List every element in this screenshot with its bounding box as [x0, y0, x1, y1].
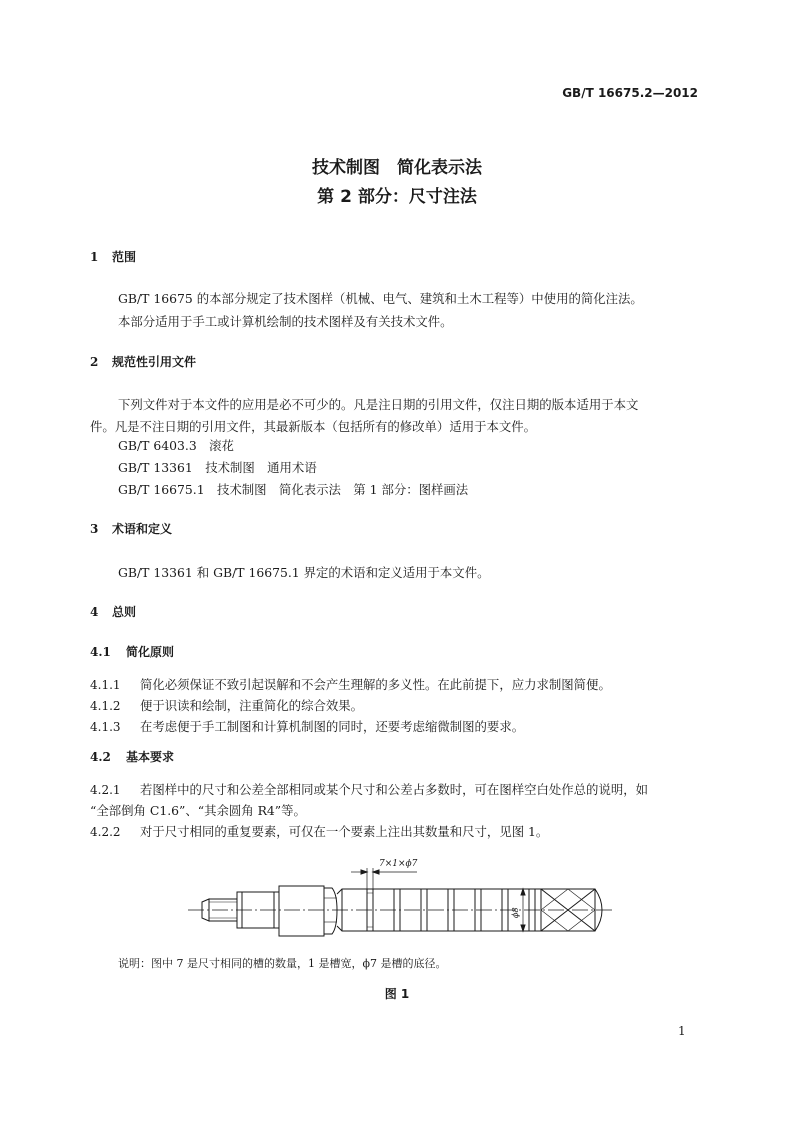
clause-text: 在考虑便于手工制图和计算机制图的同时，还要考虑缩微制图的要求。 — [140, 719, 525, 734]
section-3-heading — [90, 520, 172, 537]
section-number: 2 — [90, 355, 99, 369]
clause-4-2-1-line-2: “全部倒角 C1.6”、“其余圆角 R4”等。 — [90, 803, 306, 818]
figure-label: 图 1 — [384, 987, 410, 1001]
clause-text: 对于尺寸相同的重复要素，可仅在一个要素上注出其数量和尺寸，见图 1。 — [140, 824, 549, 839]
clause-4-1-3 — [90, 717, 524, 735]
section-title: 规范性引用文件 — [112, 355, 197, 369]
diameter-label: ϕ8 — [511, 907, 520, 918]
document-code: GB/T 16675.2—2012 — [562, 86, 698, 100]
section-title: 基本要求 — [126, 750, 175, 764]
clause-4-1-1 — [90, 675, 611, 693]
main-body — [279, 886, 324, 936]
clause-4-2-1-line-1 — [90, 780, 648, 798]
figure-caption: 说明：图中 7 是尺寸相同的槽的数量，1 是槽宽，ϕ7 是槽的底径。 — [118, 957, 447, 970]
section-4-2-heading — [90, 748, 174, 765]
clause-text: 便于识读和绘制，注重简化的综合效果。 — [140, 698, 364, 713]
section-4-1-heading — [90, 643, 174, 660]
clause-number: 4.1.2 — [90, 699, 121, 713]
references-paragraph-line-2: 件。凡是不注日期的引用文件，其最新版本（包括所有的修改单）适用于本文件。 — [90, 419, 537, 434]
page-number: 1 — [678, 1024, 686, 1038]
section-2-heading — [90, 353, 196, 370]
clause-4-2-2 — [90, 822, 548, 840]
clause-4-1-2 — [90, 696, 363, 714]
clause-number: 4.2.1 — [90, 783, 121, 797]
section-number: 4.2 — [90, 750, 111, 764]
section-1-heading — [90, 248, 136, 265]
groove-dimension-label: 7×1×ϕ7 — [379, 859, 418, 869]
terms-paragraph: GB/T 13361 和 GB/T 16675.1 界定的术语和定义适用于本文件。 — [118, 565, 490, 580]
scope-paragraph-2: 本部分适用于手工或计算机绘制的技术图样及有关技术文件。 — [118, 314, 453, 329]
clause-number: 4.1.3 — [90, 720, 121, 734]
section-title: 总则 — [112, 605, 137, 619]
section-number: 4.1 — [90, 645, 111, 659]
section-4-heading — [90, 603, 136, 620]
document-title: 技术制图 简化表示法 — [312, 158, 482, 178]
figure-1-shaft-drawing — [185, 852, 615, 947]
document-subtitle: 第 2 部分：尺寸注法 — [317, 187, 477, 207]
clause-text: 若图样中的尺寸和公差全部相同或某个尺寸和公差占多数时，可在图样空白处作总的说明，如 — [140, 782, 649, 797]
section-title: 范围 — [112, 250, 137, 264]
hex-step — [324, 888, 337, 934]
section-title: 术语和定义 — [112, 522, 173, 536]
section-number: 4 — [90, 605, 99, 619]
reference-item: GB/T 16675.1 技术制图 简化表示法 第 1 部分：图样画法 — [118, 482, 469, 497]
reference-item: GB/T 6403.3 滚花 — [118, 438, 234, 453]
clause-text: 简化必须保证不致引起误解和不会产生理解的多义性。在此前提下，应力求制图简便。 — [140, 677, 611, 692]
clause-number: 4.2.2 — [90, 825, 121, 839]
section-number: 3 — [90, 522, 99, 536]
section-number: 1 — [90, 250, 99, 264]
scope-paragraph-1: GB/T 16675 的本部分规定了技术图样（机械、电气、建筑和土木工程等）中使用的简化注法。 — [118, 291, 643, 306]
section-title: 简化原则 — [126, 645, 175, 659]
references-paragraph-line-1: 下列文件对于本文件的应用是必不可少的。凡是注日期的引用文件，仅注日期的版本适用于本文 — [118, 397, 639, 412]
reference-item: GB/T 13361 技术制图 通用术语 — [118, 460, 317, 475]
clause-number: 4.1.1 — [90, 678, 121, 692]
